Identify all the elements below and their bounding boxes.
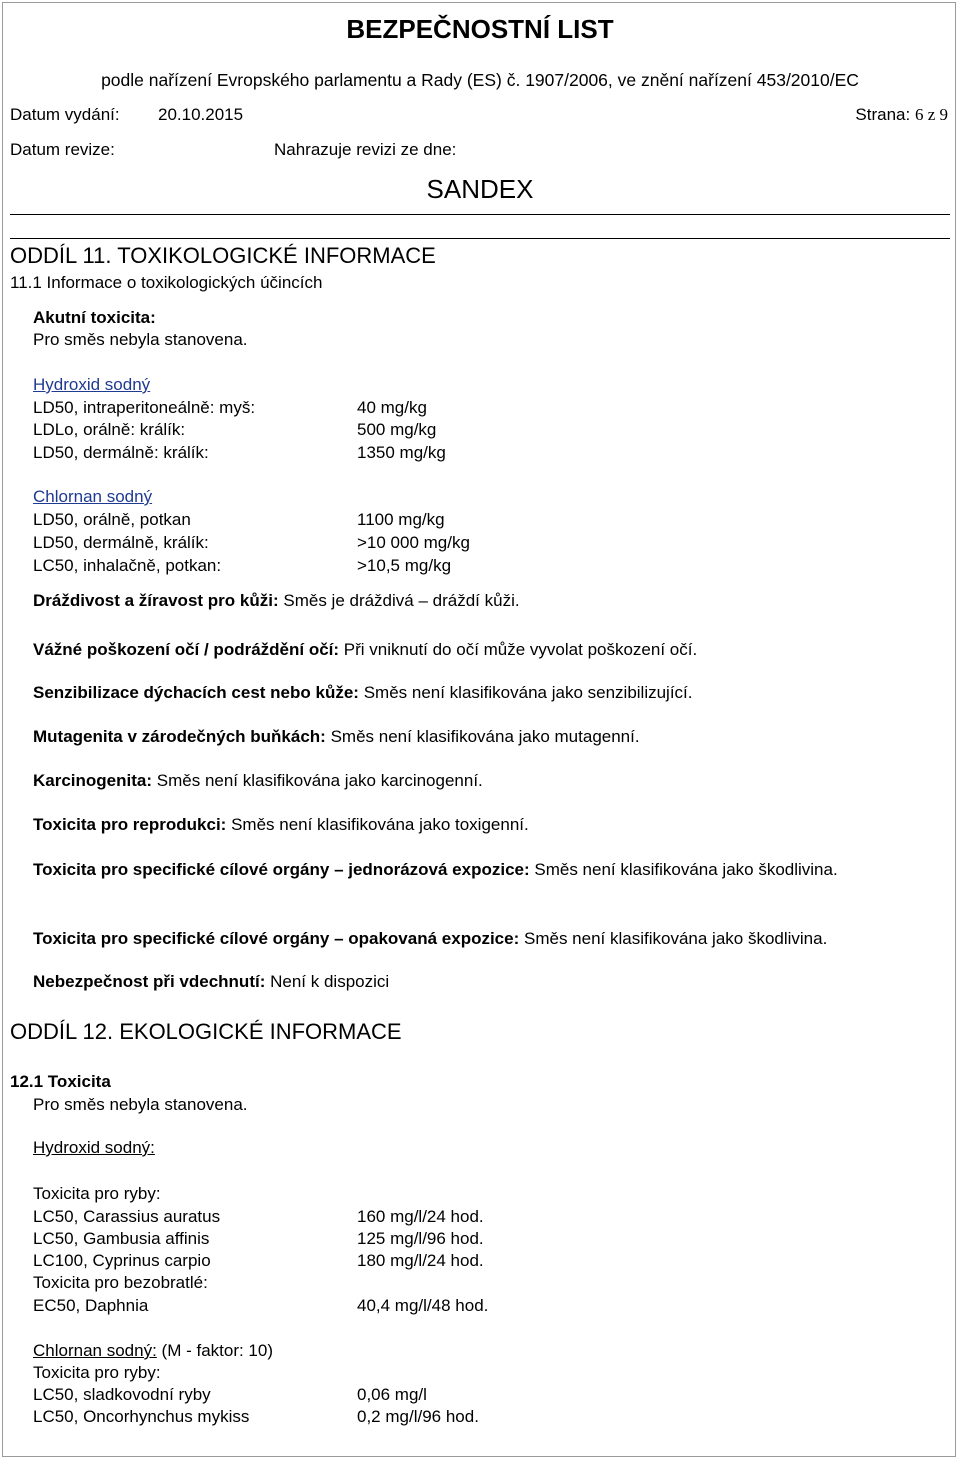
sensitization-row	[33, 683, 693, 703]
mutagenicity-text: Směs není klasifikována jako mutagenní.	[330, 727, 640, 746]
mutagenicity-row	[33, 727, 640, 747]
naoh-name: Hydroxid sodný	[33, 375, 151, 394]
eco-naocl-value: 0,2 mg/l/96 hod.	[357, 1407, 479, 1426]
reproductive-toxicity-row	[33, 815, 529, 835]
page-label: Strana:	[855, 105, 911, 124]
eco-naocl-value: 0,06 mg/l	[357, 1385, 427, 1404]
document-title: BEZPEČNOSTNÍ LIST	[346, 14, 614, 44]
stot-single-row	[33, 859, 948, 881]
stot-single-label: Toxicita pro specifické cílové orgány – jednorázová expozice:	[33, 860, 530, 879]
aspiration-hazard-row	[33, 972, 389, 992]
naocl-tox-value: >10 000 mg/kg	[357, 533, 470, 552]
replaces-revision-label: Nahrazuje revizi ze dne:	[274, 140, 457, 159]
skin-irritation-row	[33, 591, 520, 611]
section-12-heading: ODDÍL 12. EKOLOGICKÉ INFORMACE	[10, 1019, 402, 1044]
naoh-tox-value: 500 mg/kg	[357, 420, 437, 439]
eco-naoh-fish-label: Toxicita pro ryby:	[33, 1184, 161, 1203]
eye-damage-row	[33, 640, 697, 660]
page-counter	[855, 105, 948, 125]
skin-irritation-text: Směs je dráždivá – dráždí kůži.	[283, 591, 520, 610]
eco-naocl-label: LC50, Oncorhynchus mykiss	[33, 1407, 250, 1426]
eco-naoh-value: 125 mg/l/96 hod.	[357, 1229, 484, 1248]
mutagenicity-label: Mutagenita v zárodečných buňkách:	[33, 727, 326, 746]
eco-naoh-value: 160 mg/l/24 hod.	[357, 1207, 484, 1226]
naoh-tox-value: 1350 mg/kg	[357, 443, 446, 462]
naoh-tox-label: LD50, intraperitoneálně: myš:	[33, 398, 256, 417]
eco-naocl-fish-label: Toxicita pro ryby:	[33, 1363, 161, 1382]
naocl-tox-label: LD50, orálně, potkan	[33, 510, 191, 529]
acute-toxicity-label: Akutní toxicita:	[33, 308, 156, 327]
eye-damage-label: Vážné poškození očí / podráždění očí:	[33, 640, 340, 659]
eco-naocl-name: Chlornan sodný:	[33, 1341, 157, 1360]
header-divider	[10, 214, 950, 215]
naocl-tox-label: LC50, inhalačně, potkan:	[33, 556, 222, 575]
carcinogenicity-label: Karcinogenita:	[33, 771, 153, 790]
eco-naocl-mfactor: (M - faktor: 10)	[156, 1341, 273, 1360]
acute-toxicity-text: Pro směs nebyla stanovena.	[33, 330, 248, 349]
section-11-1-heading: 11.1 Informace o toxikologických účincích	[10, 273, 323, 292]
issue-date: 20.10.2015	[158, 105, 244, 124]
page-number: 6 z 9	[914, 105, 948, 124]
aspiration-hazard-label: Nebezpečnost při vdechnutí:	[33, 972, 266, 991]
eco-naoh-name: Hydroxid sodný:	[33, 1138, 155, 1157]
aspiration-hazard-text: Není k dispozici	[270, 972, 390, 991]
eco-naocl-heading	[33, 1341, 273, 1361]
section-11-rule	[10, 238, 950, 239]
reproductive-toxicity-label: Toxicita pro reprodukci:	[33, 815, 227, 834]
naoh-tox-label: LD50, dermálně: králík:	[33, 443, 209, 462]
section-11-heading: ODDÍL 11. TOXIKOLOGICKÉ INFORMACE	[10, 243, 436, 268]
ecotox-text: Pro směs nebyla stanovena.	[33, 1095, 248, 1114]
eco-naoh-label: LC50, Gambusia affinis	[33, 1229, 210, 1248]
carcinogenicity-text: Směs není klasifikována jako karcinogenní.	[156, 771, 483, 790]
stot-single-text: Směs není klasifikována jako škodlivina.	[534, 860, 838, 879]
eco-naoh-label: LC50, Carassius auratus	[33, 1207, 221, 1226]
revision-date-label: Datum revize:	[10, 140, 115, 159]
naocl-name: Chlornan sodný	[33, 487, 153, 506]
product-name: SANDEX	[426, 174, 534, 204]
skin-irritation-label: Dráždivost a žíravost pro kůži:	[33, 591, 279, 610]
stot-repeated-label: Toxicita pro specifické cílové orgány – opakovaná expozice:	[33, 929, 520, 948]
stot-repeated-row	[33, 929, 827, 949]
naocl-tox-value: 1100 mg/kg	[357, 510, 445, 529]
issue-date-label: Datum vydání:	[10, 105, 120, 124]
carcinogenicity-row	[33, 771, 483, 791]
naocl-tox-label: LD50, dermálně, králík:	[33, 533, 209, 552]
eco-naoh-label: LC100, Cyprinus carpio	[33, 1251, 211, 1270]
eco-naocl-label: LC50, sladkovodní ryby	[33, 1385, 211, 1404]
naoh-tox-value: 40 mg/kg	[357, 398, 427, 417]
sensitization-label: Senzibilizace dýchacích cest nebo kůže:	[33, 683, 359, 702]
stot-repeated-text: Směs není klasifikována jako škodlivina.	[524, 929, 828, 948]
naocl-tox-value: >10,5 mg/kg	[357, 556, 452, 575]
eco-naoh-value: 180 mg/l/24 hod.	[357, 1251, 484, 1270]
eco-naoh-invert-label: Toxicita pro bezobratlé:	[33, 1273, 208, 1292]
eco-naoh-invert-test: EC50, Daphnia	[33, 1296, 149, 1315]
reproductive-toxicity-text: Směs není klasifikována jako toxigenní.	[231, 815, 529, 834]
sensitization-text: Směs není klasifikována jako senzibilizující.	[363, 683, 693, 702]
eye-damage-text: Při vniknutí do očí může vyvolat poškození očí.	[343, 640, 698, 659]
section-12-1-heading: 12.1 Toxicita	[10, 1072, 111, 1091]
eco-naoh-invert-value: 40,4 mg/l/48 hod.	[357, 1296, 489, 1315]
regulation-subtitle: podle nařízení Evropského parlamentu a Rady (ES) č. 1907/2006, ve znění nařízení 453/2010/EC	[101, 70, 859, 90]
naoh-tox-label: LDLo, orálně: králík:	[33, 420, 186, 439]
